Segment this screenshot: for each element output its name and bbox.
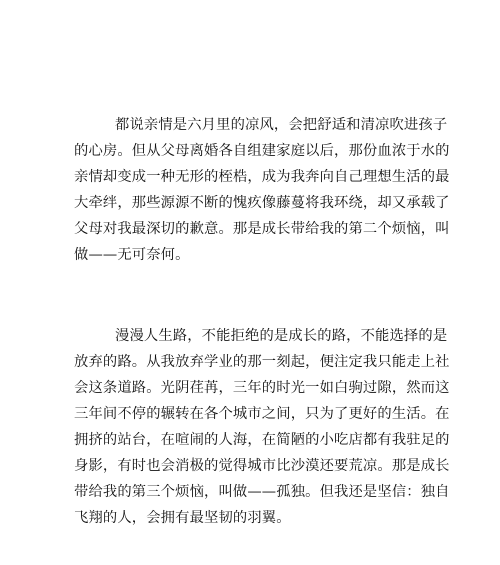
text-line: 飞翔的人，会拥有最坚韧的羽翼。 — [74, 510, 291, 526]
text-line: 身影，有时也会消极的觉得城市比沙漠还要荒凉。那是成长 — [74, 458, 450, 474]
text-line: 会这条道路。光阴荏苒，三年的时光一如白驹过隙，然而这 — [74, 380, 450, 396]
text-line: 亲情却变成一种无形的桎梏，成为我奔向自己理想生活的最 — [74, 169, 450, 185]
text-line: 大牵绊，那些源源不断的愧疚像藤蔓将我环绕，却又承载了 — [74, 195, 450, 211]
text-line: 父母对我最深切的歉意。那是成长带给我的第二个烦恼，叫 — [74, 221, 450, 237]
text-line: 的心房。但从父母离婚各自组建家庭以后，那份血浓于水的 — [74, 143, 450, 159]
text-line: 做——无可奈何。 — [74, 247, 190, 263]
text-line: 三年间不停的辗转在各个城市之间，只为了更好的生活。在 — [74, 406, 450, 422]
text-line: 放弃的路。从我放弃学业的那一刻起，便注定我只能走上社 — [74, 354, 450, 370]
text-line: 带给我的第三个烦恼，叫做——孤独。但我还是坚信：独自 — [74, 484, 450, 500]
paragraph-family-worries — [74, 112, 450, 268]
paragraph-growing-up-road — [74, 323, 450, 531]
text-line: 都说亲情是六月里的凉风，会把舒适和清凉吹进孩子 — [115, 117, 448, 133]
text-line: 拥挤的站台，在喧闹的人海，在简陋的小吃店都有我驻足的 — [74, 432, 450, 448]
text-line: 漫漫人生路，不能拒绝的是成长的路，不能选择的是 — [115, 328, 448, 344]
